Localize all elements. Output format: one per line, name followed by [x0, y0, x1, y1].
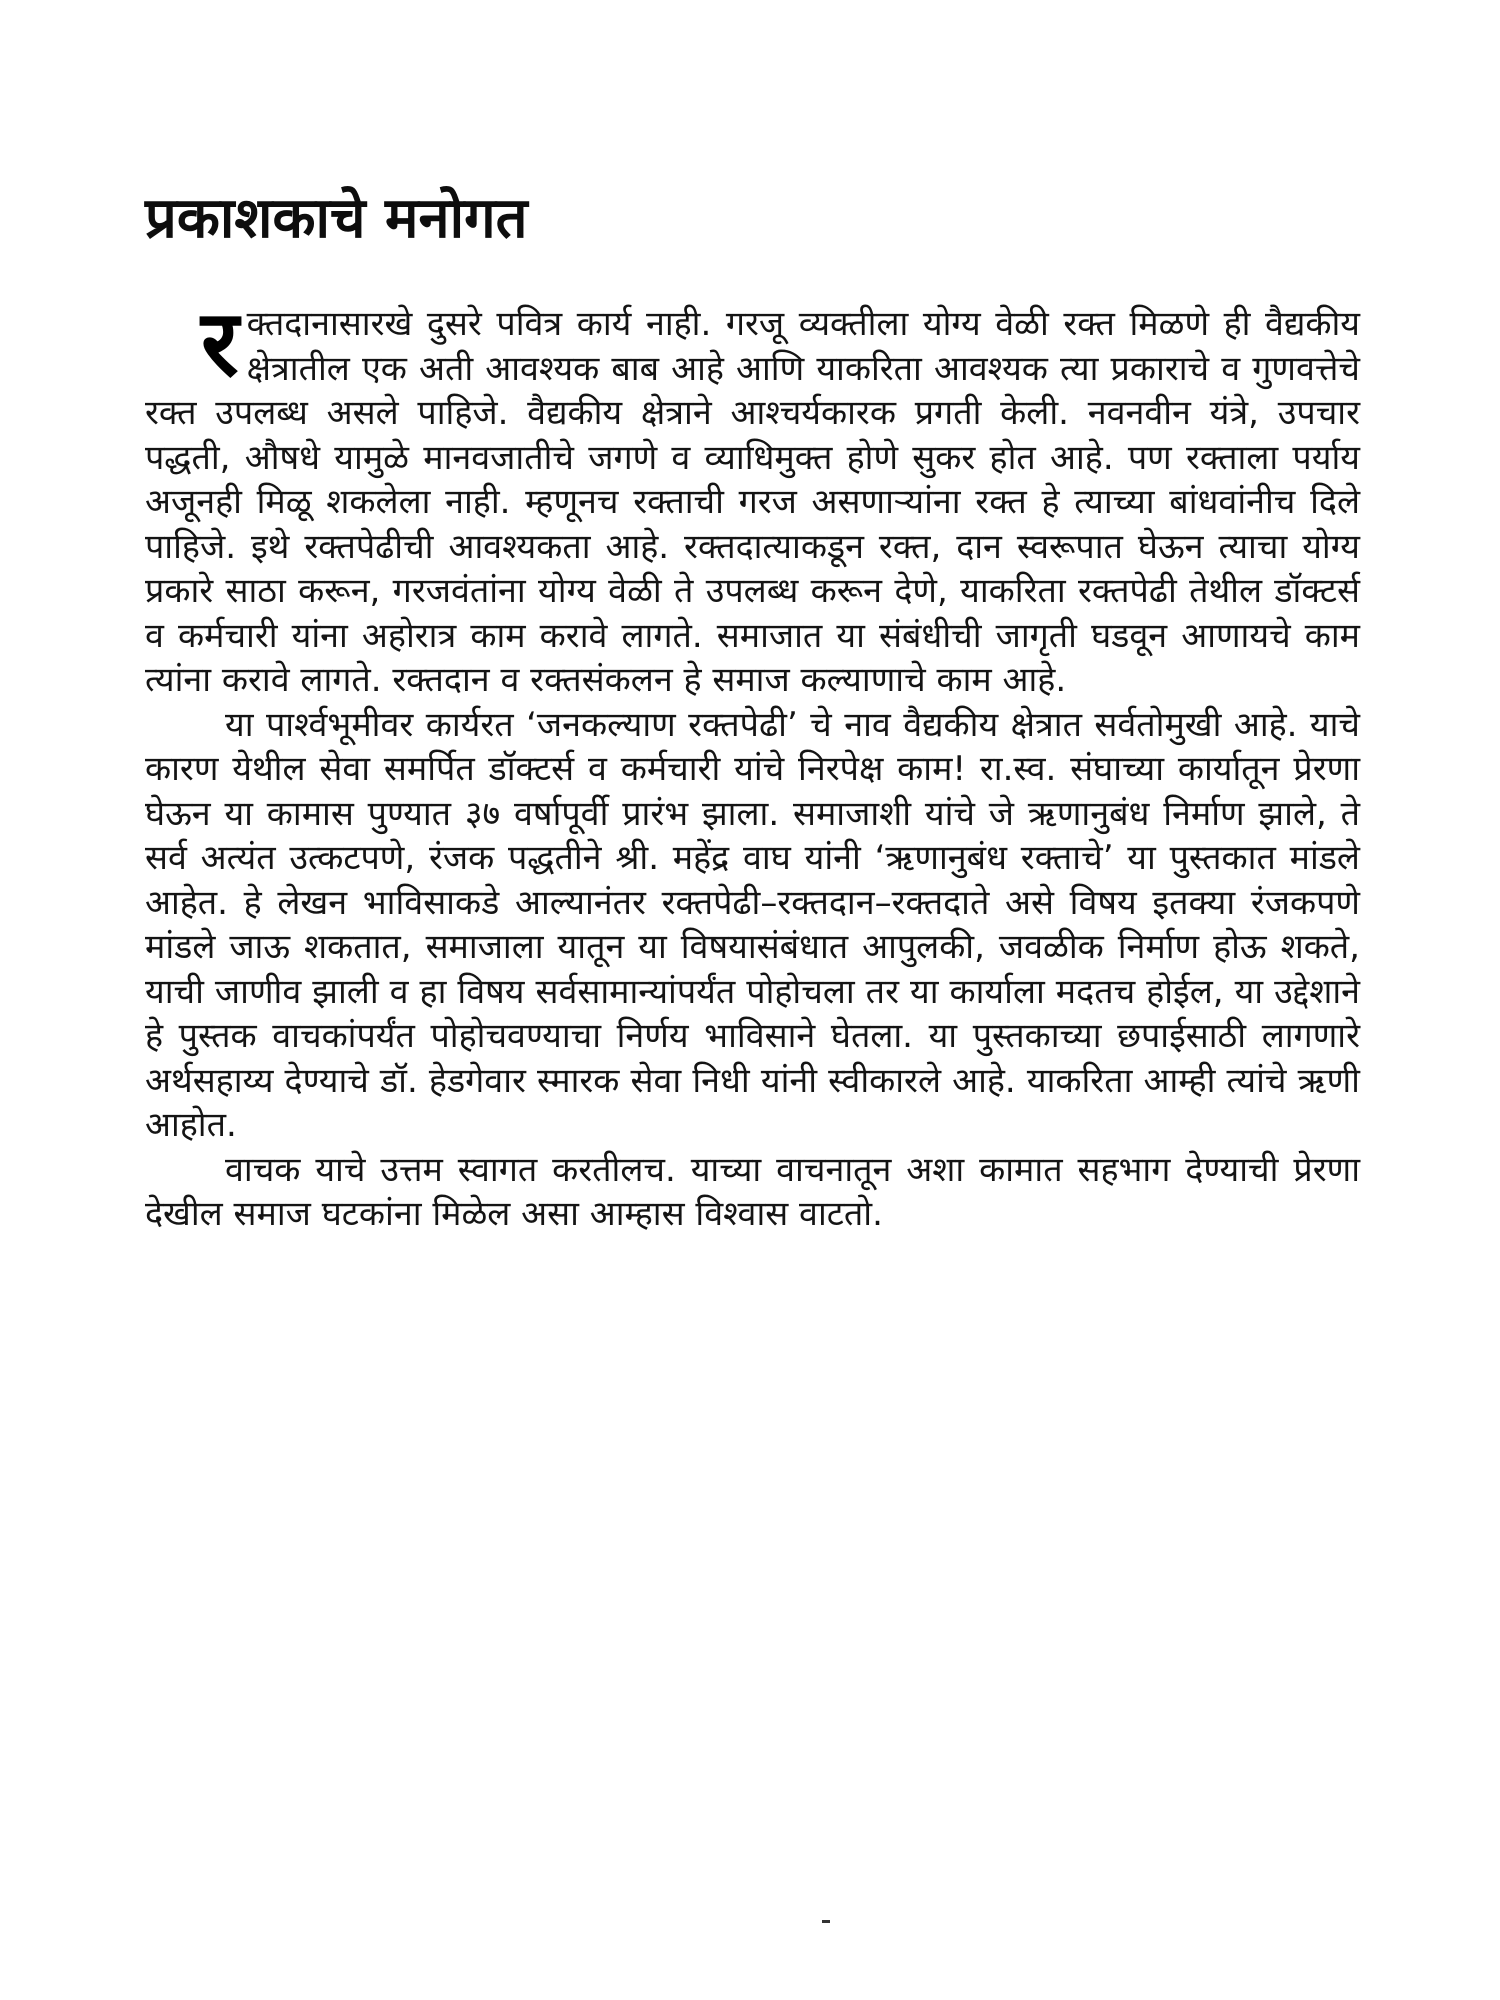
paragraph-1 [145, 290, 1360, 703]
document-page [145, 185, 1360, 1237]
paragraph-1-text: क्तदानासारखे दुसरे पवित्र कार्य नाही. गरजू व्यक्तीला योग्य वेळी रक्त मिळणे ही वैद्यकीय क्षेत्रातील एक अती आवश्यक बाब आहे आणि याकरिता आवश्यक त्या प्रकाराचे व गुणवत्तेचे रक्त उपलब्ध असले पाहिजे. वैद्यकीय क्षेत्राने आश्चर्यकारक प्रगती केली. नवनवीन यंत्रे, उपचार पद्धती, औषधे यामुळे मानवजातीचे जगणे व व्याधिमुक्त होणे सुकर होत आहे. पण रक्ताला पर्याय अजूनही मिळू शकलेला नाही. म्हणूनच रक्ताची गरज असणाऱ्यांना रक्त हे त्याच्या बांधवांनीच दिले पाहिजे. इथे रक्तपेढीची आवश्यकता आहे. रक्तदात्याकडून रक्त, दान स्वरूपात घेऊन त्याचा योग्य प्रकारे साठा करून, गरजवंतांना योग्य वेळी ते उपलब्ध करून देणे, याकरिता रक्तपेढी तेथील डॉक्टर्स व कर्मचारी यांना अहोरात्र काम करावे लागते. समाजात या संबंधीची जागृती घडवून आणायचे काम त्यांना करावे लागते. रक्तदान व रक्तसंकलन हे समाज कल्याणाचे काम आहे. [145, 304, 1360, 701]
paragraph-3: वाचक याचे उत्तम स्वागत करतीलच. याच्या वाचनातून अशा कामात सहभाग देण्याची प्रेरणा देखील समाज घटकांना मिळेल असा आम्हास विश्वास वाटतो. [145, 1149, 1360, 1235]
page-mark [822, 1920, 830, 1923]
page-title: प्रकाशकाचे मनोगत [145, 186, 528, 251]
drop-cap: र [201, 290, 239, 398]
paragraph-2: या पार्श्वभूमीवर कार्यरत ‘जनकल्याण रक्तपेढी’ चे नाव वैद्यकीय क्षेत्रात सर्वतोमुखी आहे. याचे कारण येथील सेवा समर्पित डॉक्टर्स व कर्मचारी यांचे निरपेक्ष काम! रा.स्व. संघाच्या कार्यातून प्रेरणा घेऊन या कामास पुण्यात ३७ वर्षापूर्वी प्रारंभ झाला. समाजाशी यांचे जे ऋणानुबंध निर्माण झाले, ते सर्व अत्यंत उत्कटपणे, रंजक पद्धतीने श्री. महेंद्र वाघ यांनी ‘ऋणानुबंध रक्ताचे’ या पुस्तकात मांडले आहेत. हे लेखन भाविसाकडे आल्यानंतर रक्तपेढी–रक्तदान–रक्तदाते असे विषय इतक्या रंजकपणे मांडले जाऊ शकतात, समाजाला यातून या विषयासंबंधात आपुलकी, जवळीक निर्माण होऊ शकते, याची जाणीव झाली व हा विषय सर्वसामान्यांपर्यंत पोहोचला तर या कार्याला मदतच होईल, या उद्देशाने हे पुस्तक वाचकांपर्यंत पोहोचवण्याचा निर्णय भाविसाने घेतला. या पुस्तकाच्या छपाईसाठी लागणारे अर्थसहाय्य देण्याचे डॉ. हेडगेवार स्मारक सेवा निधी यांनी स्वीकारले आहे. याकरिता आम्ही त्यांचे ऋणी आहोत. [145, 704, 1360, 1146]
